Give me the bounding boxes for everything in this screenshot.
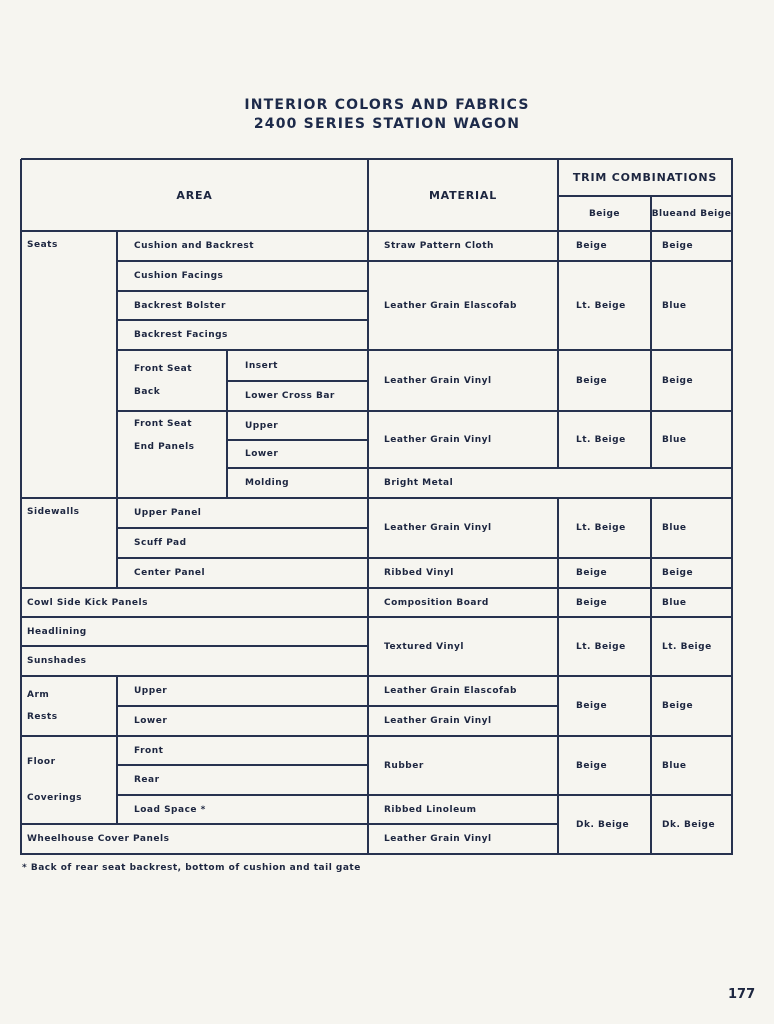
area-group-line: Floor <box>27 757 56 767</box>
sub-area: Front <box>134 745 164 756</box>
area-group: Headlining <box>27 626 87 637</box>
material-cell: Ribbed Linoleum <box>384 804 477 815</box>
trim-blue-beige-cell: Dk. Beige <box>662 819 716 830</box>
sub-sub-area: Lower Cross Bar <box>245 391 335 401</box>
table-rule <box>650 588 652 618</box>
header-trim-blue-and-beige <box>651 196 732 231</box>
trim-blue-beige-cell: Beige <box>662 568 694 578</box>
table-rule <box>650 558 652 589</box>
page-title-line2: 2400 SERIES STATION WAGON <box>253 116 521 132</box>
table-rule <box>558 467 733 469</box>
table-rule <box>227 497 369 499</box>
trim-beige-cell: Beige <box>576 375 608 386</box>
material-cell: Leather Grain Elascofab <box>384 300 517 311</box>
table-rule <box>557 159 559 232</box>
material-cell: Leather Grain Vinyl <box>384 375 492 386</box>
sub-area-line: End Panels <box>134 442 195 452</box>
material-cell: Composition Board <box>384 597 489 608</box>
area-group-line: Coverings <box>27 793 82 803</box>
trim-blue-beige-cell: Beige <box>662 701 694 711</box>
sub-area: Cushion and Backrest <box>134 241 255 251</box>
sub-area: Scuff Pad <box>134 538 187 548</box>
trim-blue-beige-cell: Beige <box>662 375 694 386</box>
sub-sub-area: Upper <box>245 420 279 431</box>
table-rule <box>117 823 369 825</box>
area-group-line: Arm <box>27 690 50 700</box>
header-blue-line2: and Beige <box>676 208 732 219</box>
table-rule <box>21 853 733 855</box>
trim-beige-cell: Beige <box>576 597 608 608</box>
table-rule <box>650 676 652 737</box>
sub-area <box>117 411 227 498</box>
sub-area: Cushion Facings <box>134 271 224 281</box>
sub-area: Center Panel <box>134 568 206 578</box>
material-cell: Leather Grain Vinyl <box>384 523 492 533</box>
page-title-line1: INTERIOR COLORS AND FABRICS <box>244 97 530 113</box>
trim-blue-beige-cell: Blue <box>662 300 687 311</box>
material-cell: Leather Grain Vinyl <box>384 716 492 726</box>
trim-blue-beige-cell: Blue <box>662 597 687 608</box>
area-group <box>21 736 117 824</box>
material-cell: Straw Pattern Cloth <box>384 241 494 251</box>
table-rule <box>650 411 652 469</box>
trim-beige-cell: Lt. Beige <box>576 300 626 311</box>
material-cell: Rubber <box>384 760 424 771</box>
trim-beige-cell: Lt. Beige <box>576 434 626 445</box>
area-group: Seats <box>27 240 58 250</box>
material-cell: Leather Grain Vinyl <box>384 434 492 445</box>
material-cell: Textured Vinyl <box>384 641 464 652</box>
trim-beige-cell: Beige <box>576 701 608 711</box>
sub-area: Upper <box>134 686 168 696</box>
sub-area: Backrest Facings <box>134 330 228 340</box>
area-group: Cowl Side Kick Panels <box>27 597 148 608</box>
material-cell: Leather Grain Elascofab <box>384 686 517 696</box>
table-rule <box>650 350 652 412</box>
trim-blue-beige-cell: Lt. Beige <box>662 641 712 652</box>
table-rule <box>20 159 22 855</box>
trim-blue-beige-cell: Blue <box>662 523 687 533</box>
table-rule <box>557 231 559 469</box>
table-rule <box>21 158 733 160</box>
sub-area: Load Space * <box>134 804 206 815</box>
trim-beige-cell: Dk. Beige <box>576 819 630 830</box>
table-rule <box>367 231 369 855</box>
trim-beige-cell: Lt. Beige <box>576 641 626 652</box>
area-group <box>21 676 117 736</box>
area-group: Sunshades <box>27 656 87 666</box>
footnote: * Back of rear seat backrest, bottom of cushion and tail gate <box>22 863 361 873</box>
table-rule <box>650 795 652 855</box>
sub-sub-area: Lower <box>245 449 279 459</box>
table-rule <box>367 159 369 232</box>
sub-area: Upper Panel <box>134 508 202 518</box>
sub-area-line: Back <box>134 386 161 397</box>
table-rule <box>557 498 559 855</box>
table-rule <box>650 261 652 351</box>
sub-area <box>117 350 227 411</box>
table-rule <box>650 196 652 232</box>
material-cell: Bright Metal <box>384 478 454 488</box>
area-group-line: Rests <box>27 712 58 722</box>
area-group: Wheelhouse Cover Panels <box>27 834 170 844</box>
header-material: MATERIAL <box>428 188 498 202</box>
sub-area-line: Front Seat <box>134 419 192 429</box>
sub-sub-area: Insert <box>245 360 278 371</box>
trim-blue-beige-cell: Beige <box>662 241 694 251</box>
trim-blue-beige-cell: Blue <box>662 434 687 445</box>
table-rule <box>650 617 652 677</box>
table-rule <box>650 736 652 796</box>
table-rule <box>650 498 652 559</box>
sub-area: Backrest Bolster <box>134 300 226 311</box>
header-area: AREA <box>176 188 213 202</box>
trim-beige-cell: Lt. Beige <box>576 523 626 533</box>
header-trim-beige: Beige <box>588 208 621 219</box>
material-cell: Leather Grain Vinyl <box>384 834 492 844</box>
table-rule <box>558 195 733 197</box>
table-rule <box>650 231 652 262</box>
header-blue-line1: Blue <box>651 208 677 219</box>
trim-blue-beige-cell: Blue <box>662 760 687 771</box>
trim-beige-cell: Beige <box>576 760 608 771</box>
sub-area: Lower <box>134 716 168 726</box>
trim-beige-cell: Beige <box>576 568 608 578</box>
trim-beige-cell: Beige <box>576 241 608 251</box>
header-trim-combinations: TRIM COMBINATIONS <box>572 171 718 184</box>
table-rule <box>731 159 733 855</box>
sub-area-line: Front Seat <box>134 364 192 375</box>
table-rule <box>368 497 733 499</box>
material-cell: Ribbed Vinyl <box>384 568 454 578</box>
sub-area: Rear <box>134 775 160 785</box>
area-group: Sidewalls <box>27 507 80 517</box>
page-number: 177 <box>728 987 756 1002</box>
table-rule <box>117 587 369 589</box>
sub-sub-area: Molding <box>245 478 290 488</box>
